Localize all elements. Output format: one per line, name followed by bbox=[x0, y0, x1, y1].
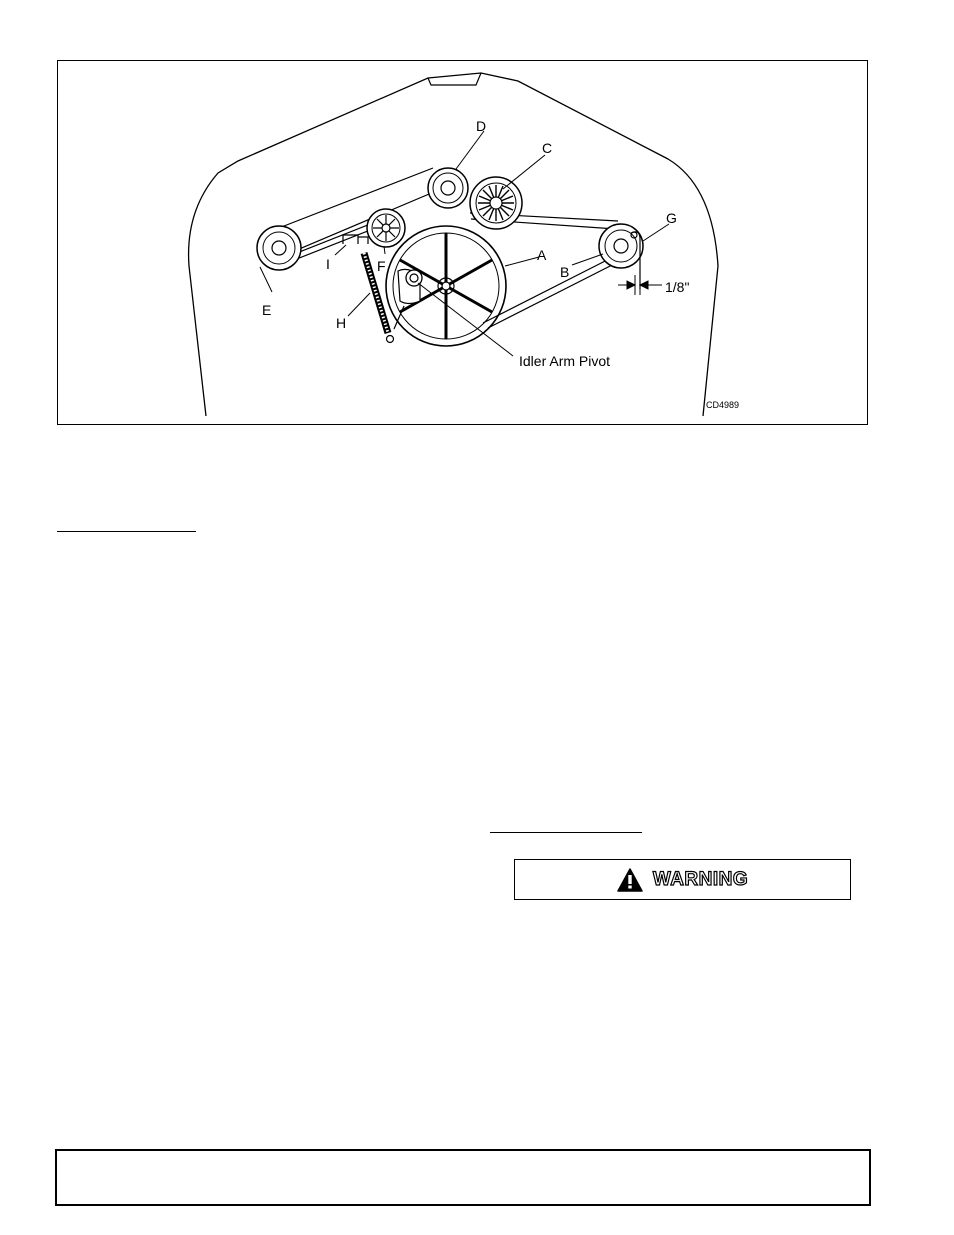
label-i: I bbox=[326, 256, 330, 272]
warning-label: WARNING bbox=[652, 868, 749, 890]
section-heading-rule-left bbox=[57, 531, 196, 532]
pulley-e bbox=[257, 226, 301, 270]
label-e: E bbox=[262, 302, 272, 318]
pulley-d bbox=[428, 168, 468, 208]
belt-routing-diagram bbox=[58, 61, 869, 426]
label-b: B bbox=[560, 264, 570, 280]
gap-measurement-label: 1/8" bbox=[665, 279, 690, 295]
label-h: H bbox=[336, 315, 347, 331]
label-d: D bbox=[476, 118, 487, 134]
exclamation-triangle-icon bbox=[617, 868, 643, 892]
footer-box bbox=[55, 1149, 871, 1206]
idler-arm-pivot bbox=[398, 269, 422, 303]
label-g: G bbox=[666, 210, 677, 226]
gap-dimension bbox=[618, 275, 662, 295]
idler-arm-pivot-label: Idler Arm Pivot bbox=[519, 353, 611, 369]
belt-diagram-figure bbox=[57, 60, 868, 425]
figure-code: CD4989 bbox=[706, 400, 740, 410]
label-a: A bbox=[537, 247, 547, 263]
housing-top-notch bbox=[428, 73, 481, 85]
pulley-b bbox=[599, 224, 643, 268]
pulley-f bbox=[367, 209, 405, 247]
label-c: C bbox=[542, 140, 553, 156]
pulley-c bbox=[470, 177, 522, 229]
label-f: F bbox=[377, 258, 386, 274]
section-heading-rule-right bbox=[490, 832, 642, 833]
warning-banner bbox=[514, 859, 851, 900]
